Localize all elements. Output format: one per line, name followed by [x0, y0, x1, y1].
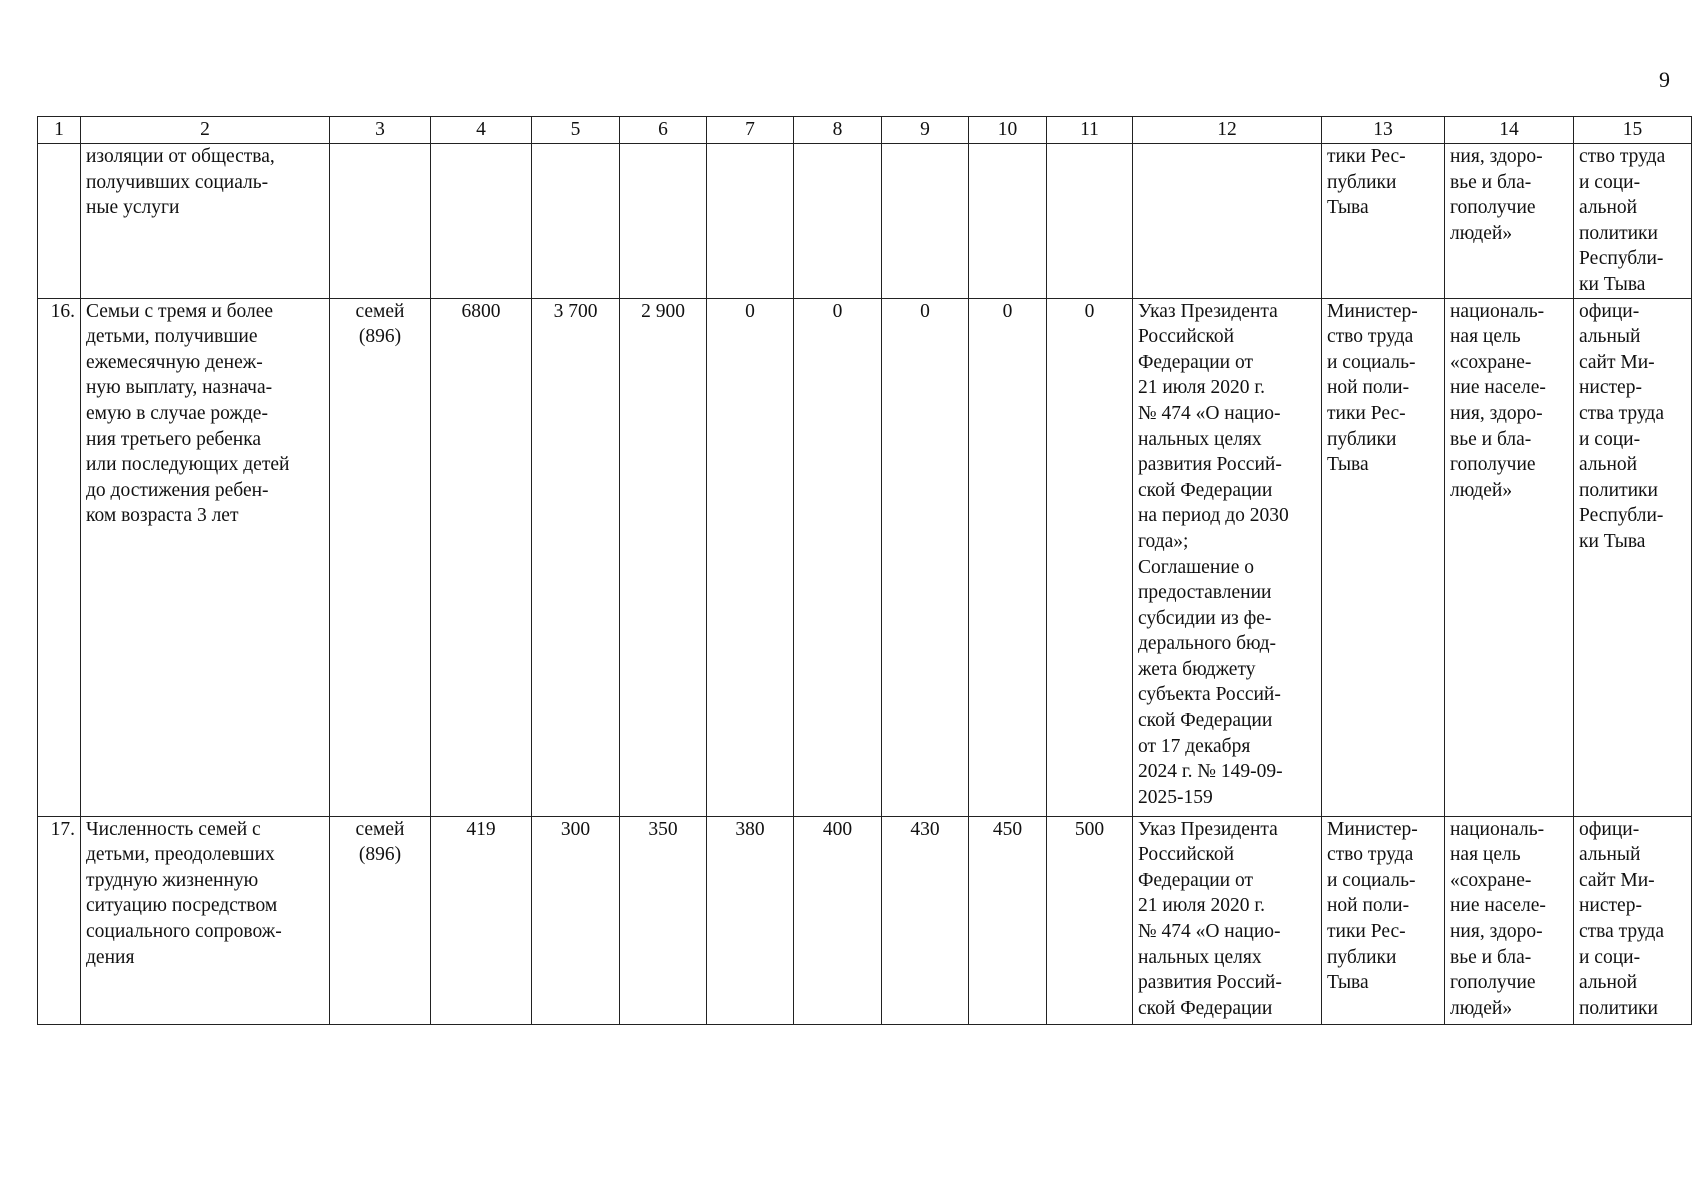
indicators-table — [37, 116, 1692, 1025]
value-cell: 0 — [794, 298, 882, 816]
value-cell: 0 — [707, 298, 794, 816]
page-number: 9 — [1659, 67, 1670, 92]
value-cell — [431, 144, 532, 299]
row-number: 16. — [38, 298, 81, 816]
indicator-name: изоляции от общества, получивших социаль- ные услуги — [81, 144, 330, 299]
source-cell: ство труда и соци- альной политики Республи- ки Тыва — [1574, 144, 1692, 299]
value-cell: 450 — [969, 816, 1047, 1024]
value-cell — [794, 144, 882, 299]
table-row — [38, 816, 1692, 1024]
goal-cell: ния, здоро- вье и бла- гополучие людей» — [1445, 144, 1574, 299]
value-cell: 300 — [532, 816, 620, 1024]
column-number: 7 — [707, 117, 794, 144]
value-cell — [532, 144, 620, 299]
value-cell — [620, 144, 707, 299]
basis-cell: Указ Президента Российской Федерации от 21 июля 2020 г. № 474 «О нацио- нальных целях развития Россий- ской Федерации на период до 2030 года»; Соглашение о предоставлении субсидии из фе- дерального бюд- жета бюджету субъекта Россий- ской Федерации от 17 декабря 2024 г. № 149-09- 2025-159 — [1133, 298, 1322, 816]
value-cell — [882, 144, 969, 299]
unit-cell: семей (896) — [330, 816, 431, 1024]
column-number: 10 — [969, 117, 1047, 144]
basis-cell — [1133, 144, 1322, 299]
indicator-name: Численность семей с детьми, преодолевших трудную жизненную ситуацию посредством социального сопровож- дения — [81, 816, 330, 1024]
column-number: 13 — [1322, 117, 1445, 144]
column-number: 12 — [1133, 117, 1322, 144]
responsible-cell: Министер- ство труда и социаль- ной поли- тики Рес- публики Тыва — [1322, 816, 1445, 1024]
column-number: 9 — [882, 117, 969, 144]
table-row — [38, 144, 1692, 299]
value-cell: 380 — [707, 816, 794, 1024]
goal-cell: националь- ная цель «сохране- ние населе- ния, здоро- вье и бла- гополучие людей» — [1445, 816, 1574, 1024]
column-number: 5 — [532, 117, 620, 144]
column-number: 15 — [1574, 117, 1692, 144]
value-cell — [969, 144, 1047, 299]
column-number: 3 — [330, 117, 431, 144]
value-cell: 0 — [882, 298, 969, 816]
column-number: 1 — [38, 117, 81, 144]
value-cell: 0 — [1047, 298, 1133, 816]
value-cell: 350 — [620, 816, 707, 1024]
column-number: 14 — [1445, 117, 1574, 144]
basis-cell: Указ Президента Российской Федерации от 21 июля 2020 г. № 474 «О нацио- нальных целях развития Россий- ской Федерации — [1133, 816, 1322, 1024]
value-cell: 0 — [969, 298, 1047, 816]
unit-cell — [330, 144, 431, 299]
value-cell: 6800 — [431, 298, 532, 816]
source-cell: офици- альный сайт Ми- нистер- ства труда и соци- альной политики Республи- ки Тыва — [1574, 298, 1692, 816]
column-number: 11 — [1047, 117, 1133, 144]
source-cell: офици- альный сайт Ми- нистер- ства труда и соци- альной политики — [1574, 816, 1692, 1024]
column-number-row — [38, 117, 1692, 144]
responsible-cell: Министер- ство труда и социаль- ной поли- тики Рес- публики Тыва — [1322, 298, 1445, 816]
row-number: 17. — [38, 816, 81, 1024]
value-cell: 430 — [882, 816, 969, 1024]
column-number: 8 — [794, 117, 882, 144]
table-row — [38, 298, 1692, 816]
value-cell — [707, 144, 794, 299]
value-cell — [1047, 144, 1133, 299]
value-cell: 500 — [1047, 816, 1133, 1024]
goal-cell: националь- ная цель «сохране- ние населе- ния, здоро- вье и бла- гополучие людей» — [1445, 298, 1574, 816]
column-number: 6 — [620, 117, 707, 144]
column-number: 2 — [81, 117, 330, 144]
value-cell: 419 — [431, 816, 532, 1024]
unit-cell: семей (896) — [330, 298, 431, 816]
responsible-cell: тики Рес- публики Тыва — [1322, 144, 1445, 299]
indicator-name: Семьи с тремя и более детьми, получившие ежемесячную денеж- ную выплату, назнача- емую в случае рожде- ния третьего ребенка или последующих детей до достижения ребен- ком возраста 3 лет — [81, 298, 330, 816]
row-number — [38, 144, 81, 299]
value-cell: 3 700 — [532, 298, 620, 816]
value-cell: 400 — [794, 816, 882, 1024]
column-number: 4 — [431, 117, 532, 144]
value-cell: 2 900 — [620, 298, 707, 816]
